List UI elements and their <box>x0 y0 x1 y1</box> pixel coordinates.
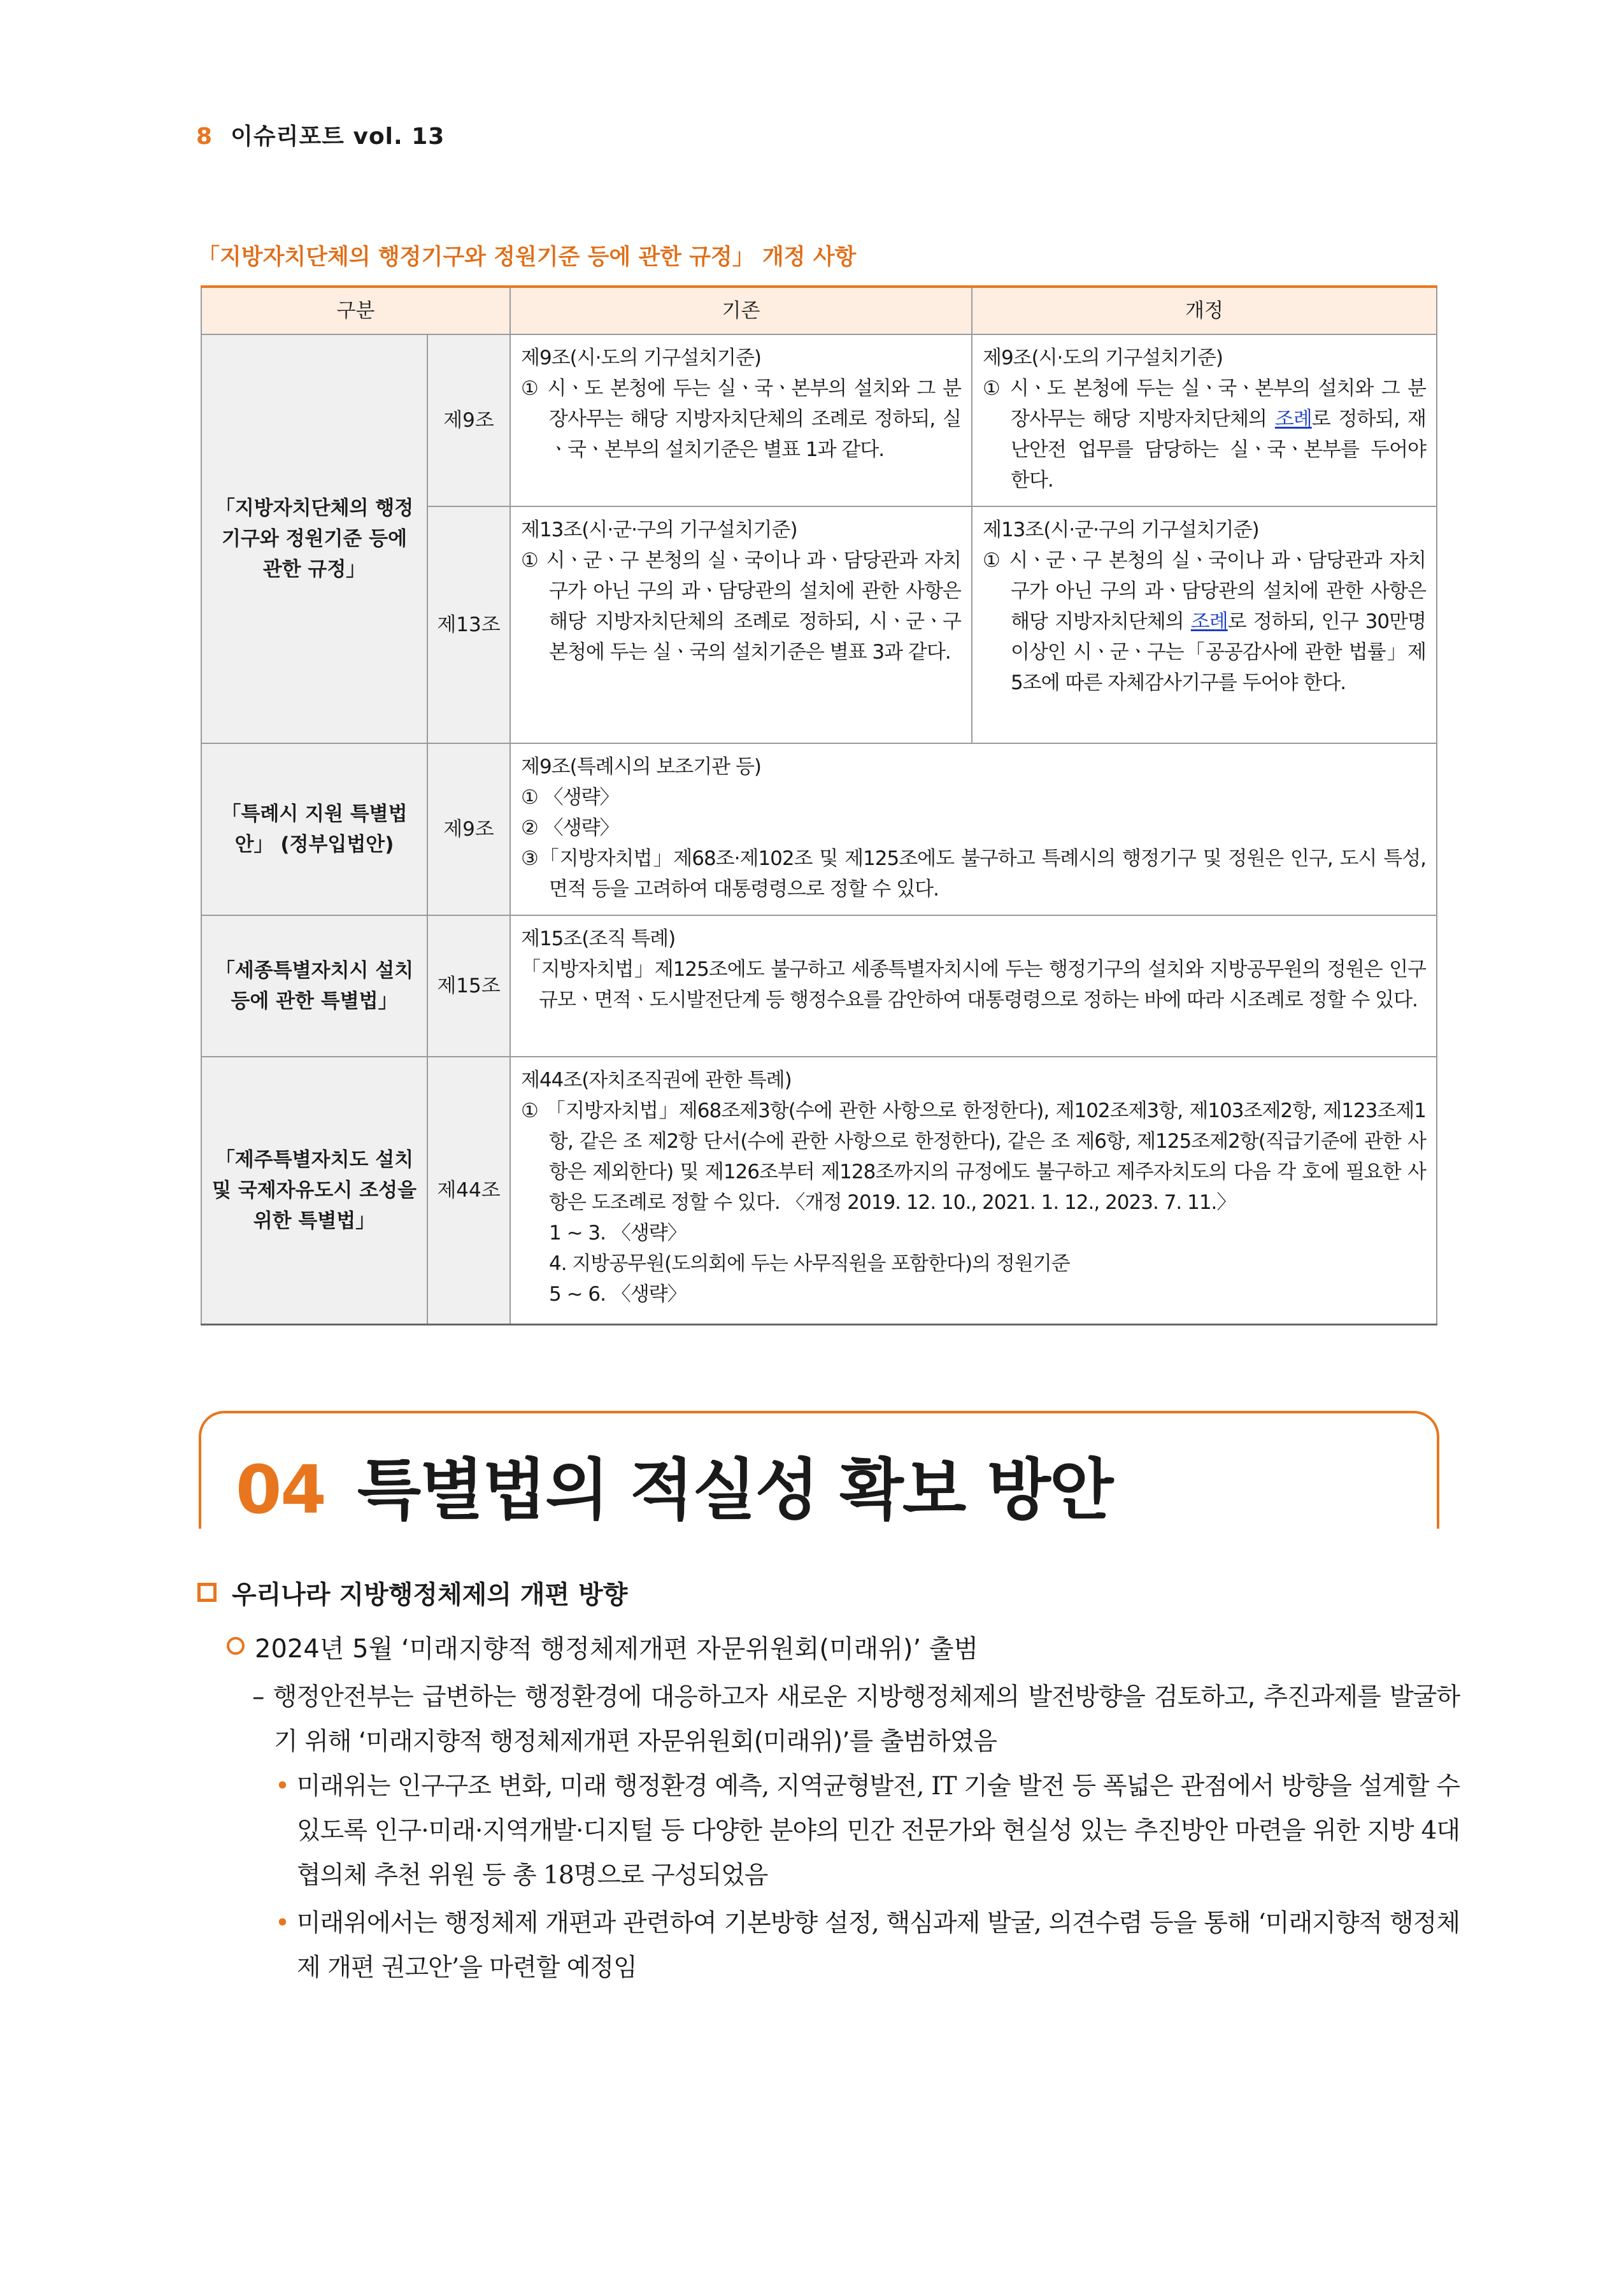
publication-title: 이슈리포트 vol. 13 <box>231 124 445 150</box>
article-item: ② 〈생략〉 <box>521 817 619 839</box>
bullet-paragraph <box>275 1764 1460 1898</box>
article-title: 제15조(조직 특례) <box>521 927 676 950</box>
item-text: 로 정하되, 재난안전 업무를 담당하는 실ㆍ국ㆍ본부를 두어야 한다. <box>1011 408 1427 492</box>
highlighted-term: 조례 <box>1274 408 1312 431</box>
content-cell <box>510 743 1437 915</box>
article-subitem: 4. 지방공무원(도의회에 두는 사무직원을 포함한다)의 정원기준 <box>549 1252 1070 1275</box>
header-before: 기존 <box>510 287 972 334</box>
table-row <box>201 915 1437 1057</box>
article-cell: 제15조 <box>427 915 510 1057</box>
highlighted-term: 조례 <box>1190 610 1228 633</box>
article-title: 제9조(특례시의 보조기관 등) <box>521 755 762 778</box>
article-title: 제9조(시·도의 기구설치기준) <box>983 346 1223 369</box>
section-number: 04 <box>236 1451 325 1529</box>
article-item: ① 시ㆍ도 본청에 두는 실ㆍ국ㆍ본부의 설치와 그 분장사무는 해당 지방자치단체의 조례로 정하되, 실ㆍ국ㆍ본부의 설치기준은 별표 1과 같다. <box>521 377 961 461</box>
article-cell: 제9조 <box>427 334 510 506</box>
table-row <box>201 743 1437 915</box>
content-cell <box>510 915 1437 1057</box>
article-item <box>983 545 1426 698</box>
dash-paragraph: – 행정안전부는 급변하는 행정환경에 대응하고자 새로운 지방행정체제의 발전방향을 검토하고, 추진과제를 발굴하기 위해 ‘미래지향적 행정체제개편 자문위원회(미래위)’를 출범하였음 <box>252 1683 1460 1756</box>
heading-text: 우리나라 지방행정체제의 개편 방향 <box>232 1580 628 1610</box>
law-name-cell: 「세종특별자치시 설치 등에 관한 특별법」 <box>201 915 427 1057</box>
law-name-cell: 「특례시 지원 특별법안」 (정부입법안) <box>201 743 427 915</box>
article-body: 「지방자치법」제125조에도 불구하고 세종특별자치시에 두는 행정기구의 설치와 지방공무원의 정원은 인구규모ㆍ면적ㆍ도시발전단계 등 행정수요를 감안하여 대통령령으로 정하는 바에 따라 시조례로 정할 수 있다. <box>521 958 1426 1011</box>
article-item: ① 시ㆍ군ㆍ구 본청의 실ㆍ국이나 과ㆍ담당관과 자치구가 아닌 구의 과ㆍ담당관의 설치에 관한 사항은 해당 지방자치단체의 조례로 정하되, 시ㆍ군ㆍ구 본청에 두는 실ㆍ국의 설치기준은 별표 3과 같다. <box>521 549 961 664</box>
bullet-text: 미래위에서는 행정체제 개편과 관련하여 기본방향 설정, 핵심과제 발굴, 의견수렴 등을 통해 ‘미래지향적 행정체제 개편 권고안’을 마련할 예정임 <box>296 1909 1460 1982</box>
bullet-icon: • <box>275 1772 290 1801</box>
item-text: ① 시ㆍ도 본청에 두는 실ㆍ국ㆍ본부의 설치와 그 분장사무는 해당 지방자치단체의 <box>983 377 1426 431</box>
sub-heading-text: 2024년 5월 ‘미래지향적 행정체제개편 자문위원회(미래위)’ 출범 <box>255 1634 979 1664</box>
article-item: ① 〈생략〉 <box>521 786 619 809</box>
article-item <box>983 373 1426 496</box>
page-number: 8 <box>196 124 213 150</box>
item-text: 로 정하되, 인구 30만명 이상인 시ㆍ군ㆍ구는「공공감사에 관한 법률」제5조에 따른 자체감사기구를 두어야 한다. <box>1011 610 1426 694</box>
article-item: ③「지방자치법」제68조·제102조 및 제125조에도 불구하고 특례시의 행정기구 및 정원은 인구, 도시 특성, 면적 등을 고려하여 대통령령으로 정할 수 있다. <box>521 847 1426 901</box>
before-cell <box>510 334 972 506</box>
square-bullet-icon <box>197 1583 217 1602</box>
section-title <box>236 1436 1112 1532</box>
after-cell <box>972 334 1437 506</box>
bullet-icon: • <box>275 1909 290 1938</box>
law-name-cell: 「제주특별자치도 설치 및 국제자유도시 조성을 위한 특별법」 <box>201 1057 427 1324</box>
after-cell <box>972 506 1437 743</box>
article-cell: 제9조 <box>427 743 510 915</box>
table-header-row <box>201 287 1437 334</box>
article-title: 제44조(자치조직권에 관한 특례) <box>521 1069 792 1092</box>
sub-heading <box>227 1629 978 1665</box>
article-subitem: 1 ~ 3. 〈생략〉 <box>549 1222 687 1245</box>
amendment-table <box>201 285 1437 1325</box>
table-row <box>201 334 1437 506</box>
item-text: ① 시ㆍ군ㆍ구 본청의 실ㆍ국이나 과ㆍ담당관과 자치구가 아닌 구의 과ㆍ담당관의 설치에 관한 사항은 해당 지방자치단체의 <box>983 549 1426 633</box>
subsection-heading <box>197 1575 627 1611</box>
circle-bullet-icon <box>227 1637 245 1655</box>
article-item: ① 「지방자치법」제68조제3항(수에 관한 사항으로 한정한다), 제102조제3항, 제103조제2항, 제123조제1항, 같은 조 제2항 단서(수에 관한 사항으로 한정한다), 같은 조 제6항, 제125조제2항(직급기준에 관한 사항은 제외한다) 및 제126조부터 제128조까지의 규정에도 불구하고 제주자치도의 다음 각 호에 필요한 사항은 도조례로 정할 수 있다. 〈개정 2019. 12. 10., 2021. 1. 12., 2023. 7. 11.〉 <box>521 1099 1426 1214</box>
table-caption: 「지방자치단체의 행정기구와 정원기준 등에 관한 규정」 개정 사항 <box>197 245 857 270</box>
article-cell: 제44조 <box>427 1057 510 1324</box>
article-subitem: 5 ~ 6. 〈생략〉 <box>549 1283 687 1306</box>
header-category: 구분 <box>201 287 510 334</box>
bullet-text: 미래위는 인구구조 변화, 미래 행정환경 예측, 지역균형발전, IT 기술 발전 등 폭넓은 관점에서 방향을 설계할 수 있도록 인구·미래·지역개발·디지털 등 다양한 분야의 민간 전문가와 현실성 있는 추진방안 마련을 위한 지방 4대 협의체 추천 위원 등 총 18명으로 구성되었음 <box>296 1772 1460 1890</box>
before-cell <box>510 506 972 743</box>
header-after: 개정 <box>972 287 1437 334</box>
law-name-cell: 「지방자치단체의 행정 기구와 정원기준 등에 관한 규정」 <box>201 334 427 743</box>
page-header <box>196 118 445 151</box>
section-title-text: 특별법의 적실성 확보 방안 <box>357 1451 1113 1529</box>
article-title: 제13조(시·군·구의 기구설치기준) <box>983 518 1259 541</box>
table-row <box>201 1057 1437 1324</box>
content-cell <box>510 1057 1437 1324</box>
article-cell: 제13조 <box>427 506 510 743</box>
bullet-paragraph <box>275 1901 1460 1990</box>
article-title: 제9조(시·도의 기구설치기준) <box>521 346 762 369</box>
article-title: 제13조(시·군·구의 기구설치기준) <box>521 518 797 541</box>
